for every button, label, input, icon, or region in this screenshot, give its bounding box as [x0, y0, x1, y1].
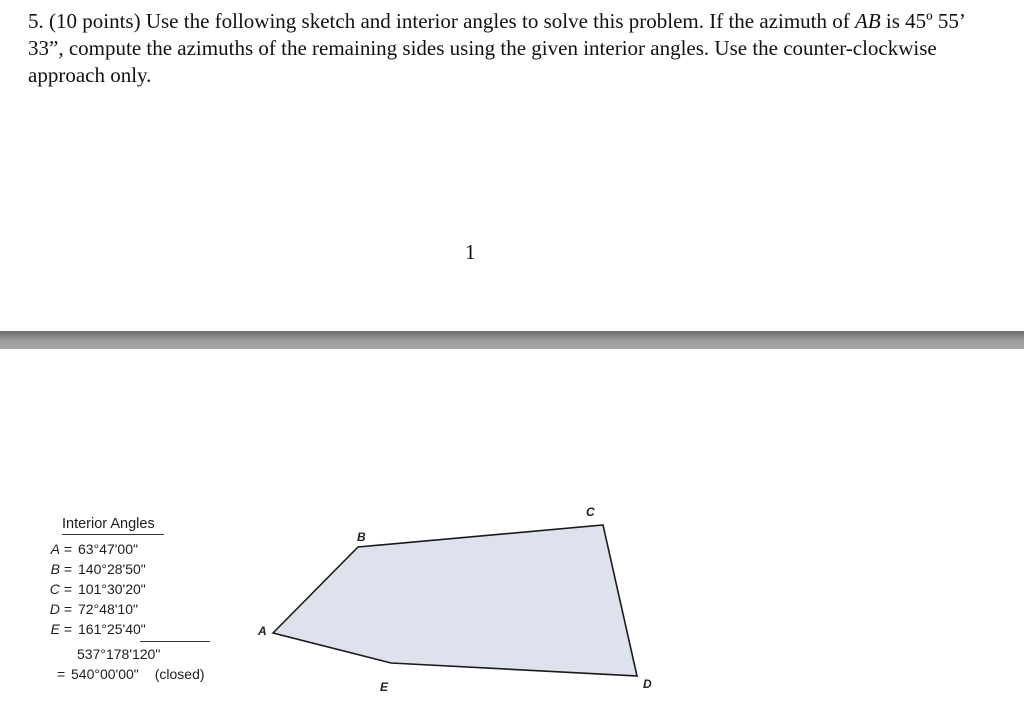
angle-value: 161°25'40" [78, 621, 146, 637]
angle-total-row: = 540°00'00" (closed) [57, 666, 205, 682]
closed-note: (closed) [154, 666, 205, 682]
line-name: AB [855, 9, 881, 33]
question-intro: Use the following sketch and interior angles to solve this problem. If the azimuth of [145, 9, 850, 33]
angle-vertex: D [49, 601, 60, 617]
question-text [28, 8, 988, 89]
vertex-label-a: A [258, 624, 267, 638]
angle-row-d: D = 72°48'10" [49, 601, 138, 617]
vertex-label-c: C [586, 505, 595, 519]
angle-value: 63°47'00" [78, 541, 138, 557]
vertex-label-d: D [643, 677, 652, 691]
angle-vertex: A [50, 541, 60, 557]
vertex-label-e: E [380, 680, 389, 694]
angle-vertex: C [49, 581, 60, 597]
question-number: 5. [28, 9, 44, 33]
angle-row-e: E = 161°25'40" [50, 621, 146, 637]
angle-total: 540°00'00" [71, 666, 139, 682]
question-points: (10 points) [49, 9, 141, 33]
sum-underline [140, 641, 210, 642]
angle-row-c: C = 101°30'20" [49, 581, 146, 597]
angle-row-a: A = 63°47'00" [50, 541, 138, 557]
question-is: is [885, 9, 900, 33]
page-number: 1 [465, 240, 476, 264]
azimuth-ab: 45º 55’ 33” [28, 9, 965, 60]
vertex-label-b: B [357, 530, 366, 544]
traverse-polygon [273, 525, 637, 676]
interior-angles-title: Interior Angles [62, 516, 164, 535]
question-instructions: , compute the azimuths of the remaining sides using the given interior angles. Use the counter-clockwise approach only. [28, 36, 937, 87]
traverse-sketch [240, 495, 670, 700]
page-divider [0, 331, 1024, 349]
angle-value: 72°48'10" [78, 601, 138, 617]
angle-value: 101°30'20" [78, 581, 146, 597]
angle-vertex: B [50, 561, 60, 577]
angle-row-b: B = 140°28'50" [50, 561, 146, 577]
angle-vertex: E [50, 621, 60, 637]
angle-value: 140°28'50" [78, 561, 146, 577]
angle-sum: 537°178'120" [77, 646, 161, 662]
